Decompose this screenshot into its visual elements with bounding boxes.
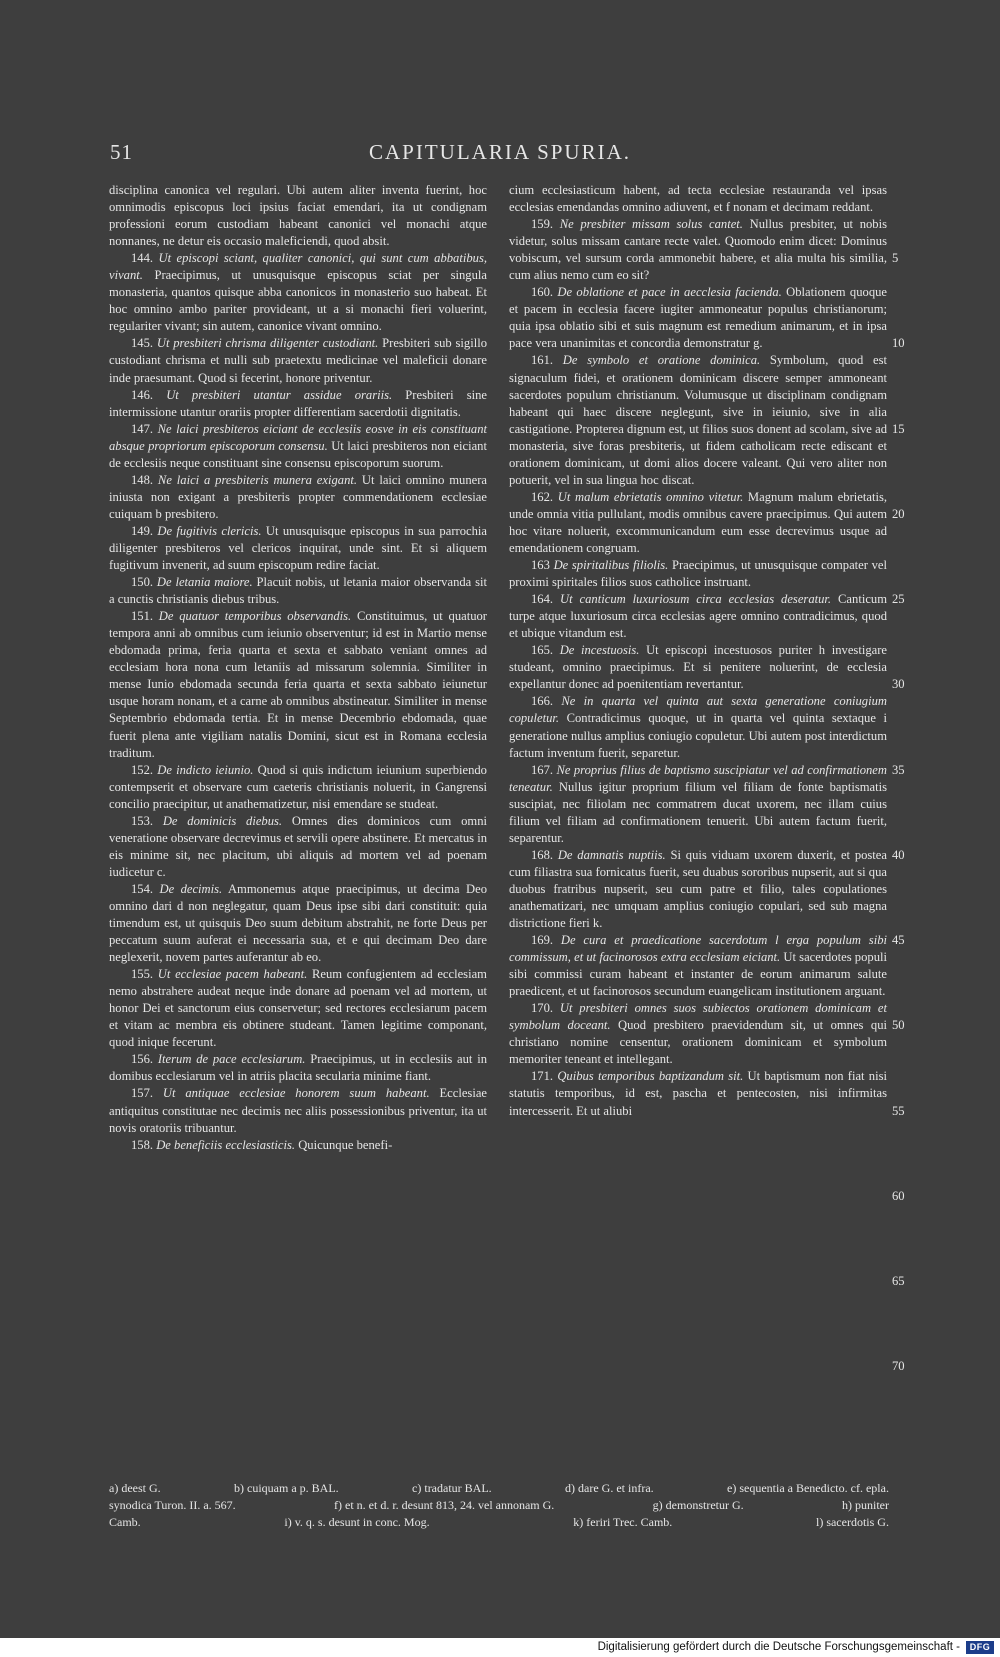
footnote: d) dare G. et infra. xyxy=(565,1481,654,1495)
capitulum-number: 163 xyxy=(531,558,550,573)
capitulum-paragraph xyxy=(509,352,887,488)
footnote: c) tradatur BAL. xyxy=(412,1481,492,1495)
capitulum-paragraph xyxy=(109,472,487,523)
capitulum-paragraph xyxy=(509,489,887,557)
capitulum-rubric: Ut ecclesiae pacem habeant. xyxy=(157,967,308,982)
capitulum-text: Si quis viduam uxorem duxerit, et postea cum filiastra sua fornicatus fuerit, seu duabus sororibus nupserit, aut si qua duobus fratribus nupserit, seu cum patre et filio, tales copulationes anathematizari, nec umquam amplius coniugio copulari, sed sub magna districtione fieri k. xyxy=(509,847,887,931)
capitulum-text: Quicunque benefi- xyxy=(298,1137,393,1152)
line-number: 45 xyxy=(892,933,905,948)
capitulum-paragraph xyxy=(109,421,487,472)
footnotes xyxy=(109,1480,889,1531)
capitulum-text: Quod presbitero praevidendum sit, ut omnes qui christiano nomine censentur, orationem dominicam et symbolum memoriter teneant et intellegant. xyxy=(509,1018,888,1067)
capitulum-text: Ammonemus atque praecipimus, ut decima Deo omnino dari d non neglegatur, quam Deus ipse sibi dari constituit: quia timendum est, ut quisquis Deo suum debitum abstrahit, ne forte Deus per peccatum suum auferat ei necessaria sua, et e qui decimam Deo dare neglexerit, novem partes auferantur ab eo. xyxy=(109,881,487,965)
capitulum-paragraph xyxy=(109,523,487,574)
capitulum-text: Presbiteri sub sigillo custodiant chrisma et nulli sub praetextu medicinae vel maleficii donare inde praesumant. Quod si fecerint, honore priventur. xyxy=(109,336,487,385)
capitulum-number: 148. xyxy=(131,472,154,487)
capitulum-number: 154. xyxy=(131,881,154,896)
capitulum-text: Ut baptismum non fiat nisi statutis temporibus, id est, pascha et pentecosten, nisi infirmitas intercesserit. Et ut aliubi xyxy=(509,1069,887,1118)
capitulum-number: 155. xyxy=(131,967,154,982)
capitulum-number: 162. xyxy=(531,489,554,504)
line-number: 50 xyxy=(892,1018,905,1033)
footnote: a) deest G. xyxy=(109,1481,161,1495)
right-column-opening: cium ecclesiasticum habent, ad tecta ecclesiae restauranda vel ipsas ecclesias emendandas omnino adiuvent, et f nonam et decimam reddant. xyxy=(509,183,887,215)
capitulum-number: 158. xyxy=(131,1137,154,1152)
footnote-row xyxy=(109,1514,889,1531)
capitulum-rubric: De letania maiore. xyxy=(156,575,253,590)
digitization-footer xyxy=(0,1638,1000,1657)
capitulum-text: Quod si quis indictum ieiunium superbiendo contempserit et observare cum caeteris christianis noluerit, in Gangrensi concilio praecipitur, ut anathematizetur, nisi emendare se studeat. xyxy=(109,762,487,811)
capitulum-paragraph xyxy=(509,693,887,761)
capitulum-number: 147. xyxy=(131,421,154,436)
capitulum-paragraph xyxy=(509,557,887,591)
capitulum-text: Symbolum, quod est signaculum fidei, et orationem dominicam discere semper ammoneant sacerdotes populum christianum. Volumusque ut disciplinam condignam habeant qui haec discere neglegunt, sive in ieiunio, sive in alia castigatione. Propterea dignum est, ut filios suos donent ad scolam, sive ad monasteria, sive foras presbiteris, ut fidem catholicam recte ediscant et orationem dominicam, ut domi alios docere valeant. Qui vero aliter non potuerit, vel in sua lingua hoc discat. xyxy=(509,353,887,487)
capitulum-rubric: Ut malum ebrietatis omnino vitetur. xyxy=(557,489,744,504)
capitulum-paragraph xyxy=(109,966,487,1051)
line-number: 55 xyxy=(892,1103,905,1118)
capitulum-paragraph xyxy=(509,762,887,847)
footnote: b) cuiquam a p. BAL. xyxy=(234,1481,339,1495)
capitulum-rubric: De symbolo et oratione dominica. xyxy=(562,353,761,368)
left-column-opening: disciplina canonica vel regulari. Ubi autem aliter inventa fuerint, hoc omnimodis episcopus loci ipsius faciat emendari, ita ut condignam professioni eorum custodiam habeant canonici vel monachi atque nonnanes, ne detur eis occasio maleficiendi, quod absit. xyxy=(109,183,487,249)
capitulum-rubric: De quatuor temporibus observandis. xyxy=(158,609,352,624)
capitulum-number: 149. xyxy=(131,523,154,538)
capitulum-rubric: Ut canticum luxuriosum circa ecclesias deseratur. xyxy=(560,592,832,607)
footnote: e) sequentia a Benedicto. cf. epla. xyxy=(727,1481,889,1495)
line-number: 40 xyxy=(892,847,905,862)
capitulum-rubric: De damnatis nuptiis. xyxy=(557,847,666,862)
right-column xyxy=(509,182,887,1120)
capitulum-paragraph xyxy=(109,1137,487,1154)
capitulum-text: Nullus igitur proprium filium vel filiam de fonte baptismatis suscipiat, nec filiolam nec commatrem ducat uxorem, nec illam cuius filium vel filiam ad confirmationem tenuerit. Ubi autem factum fuerit, separentur. xyxy=(509,779,887,845)
capitulum-rubric: Ne laici a presbiteris munera exigant. xyxy=(157,472,358,487)
capitulum-number: 144. xyxy=(131,251,154,266)
capitulum-number: 168. xyxy=(531,847,554,862)
footnote-row xyxy=(109,1497,889,1514)
line-number: 35 xyxy=(892,762,905,777)
line-number: 5 xyxy=(892,251,899,266)
capitulum-paragraph xyxy=(109,387,487,421)
capitulum-number: 156. xyxy=(131,1052,154,1067)
running-title: CAPITULARIA SPURIA. xyxy=(368,140,632,164)
capitulum-number: 161. xyxy=(531,353,554,368)
capitulum-number: 164. xyxy=(531,592,554,607)
capitulum-rubric: Ne proprius filius de baptismo suscipiatur vel ad confirmationem teneatur. xyxy=(509,762,887,794)
capitulum-rubric: Ne in quarta vel quinta aut sexta generatione coniugium copuletur. xyxy=(509,694,887,726)
capitulum-number: 159. xyxy=(531,217,554,232)
capitulum-paragraph xyxy=(509,216,887,284)
capitulum-paragraph xyxy=(109,1085,487,1136)
footnote: f) et n. et d. r. desunt 813, 24. vel annonam G. xyxy=(334,1498,555,1512)
capitulum-text: Praecipimus, ut unusquisque compater vel proximi spiritales filios suos catholice instruant. xyxy=(509,558,888,590)
line-number: 60 xyxy=(892,1188,905,1203)
capitulum-number: 169. xyxy=(531,933,554,948)
capitulum-text: Ut unusquisque episcopus in sua parrochia diligenter presbiteros vel clericos inquirat, unde sint. Et si aliquem fugitivum invenerit, ad suum episcopum redire faciat. xyxy=(109,523,487,573)
footnote: l) sacerdotis G. xyxy=(815,1515,889,1529)
capitulum-number: 151. xyxy=(131,609,154,624)
capitulum-text: Placuit nobis, ut letania maior observanda sit a cunctis christianis diebus tribus. xyxy=(109,575,487,607)
dfg-logo: DFG xyxy=(966,1641,994,1654)
capitulum-text: Constituimus, ut quatuor tempora anni ab omnibus cum ieiunio observentur; id est in Martio mense ebdomada prima, feria quarta et sexta et sabbato veniant omnes ad ecclesiam hora nona cum letaniis ad missarum solemnia. Similiter in mense Iunio ebdomada secunda feria quarta et sexta sabbato ieiunetur usque horam nonam, et a carne ab omnibus abstineatur. Similiter in mense Septembrio ebdomada tertia. Et in mense Decembrio ebdomada, quae fuerit plena ante vigiliam natalis Domini, sicut est in Romana ecclesia traditum. xyxy=(109,609,487,760)
footnote: k) feriri Trec. Camb. xyxy=(573,1515,673,1529)
line-number: 15 xyxy=(892,421,905,436)
capitulum-paragraph xyxy=(509,642,887,693)
capitulum-rubric: De cura et praedicatione sacerdotum l erga populum sibi commissum, et ut facinorosos extra ecclesiam eiciant. xyxy=(509,933,887,965)
capitulum-text: Oblationem quoque et pacem in ecclesia facere iugiter ammoneatur populus christianorum; quia ipsa oblatio sibi et suis magnum est remedium animarum, et in ipsa pace vera unanimitas et concordia demonstratur g. xyxy=(509,285,888,351)
capitulum-number: 170. xyxy=(531,1001,554,1016)
capitulum-rubric: De incestuosis. xyxy=(559,643,640,658)
capitulum-paragraph xyxy=(109,335,487,386)
footnote: g) demonstretur G. xyxy=(652,1498,744,1512)
capitulum-rubric: De spiritalibus filiolis. xyxy=(553,558,669,573)
page-number: 51 xyxy=(110,140,133,164)
capitulum-rubric: Ne presbiter missam solus cantet. xyxy=(559,217,743,232)
capitulum-paragraph xyxy=(109,813,487,881)
page-header xyxy=(110,140,890,170)
capitulum-text: Ut laici omnino munera iniusta non exigant a presbiteris propter commendationem ecclesiae cuiquam b presbitero. xyxy=(109,472,487,521)
footnote: h) puniter xyxy=(841,1498,889,1512)
capitulum-rubric: De fugitivis clericis. xyxy=(157,523,262,538)
capitulum-paragraph xyxy=(109,1051,487,1085)
capitulum-rubric: Ut presbiteri chrisma diligenter custodiant. xyxy=(156,336,379,351)
capitulum-paragraph xyxy=(509,591,887,642)
line-number: 20 xyxy=(892,506,905,521)
capitulum-paragraph xyxy=(509,847,887,932)
capitulum-paragraph xyxy=(109,881,487,966)
capitulum-rubric: Ut episcopi sciant, qualiter canonici, qui sunt cum abbatibus, vivant. xyxy=(109,251,487,283)
capitulum-rubric: De dominicis diebus. xyxy=(162,813,283,828)
capitulum-rubric: Ne laici presbiteros eiciant de ecclesiis eosve in eis constituant absque propriorum episcoporum consensu. xyxy=(109,421,487,453)
capitulum-rubric: De beneficiis ecclesiasticis. xyxy=(156,1137,296,1152)
capitulum-rubric: Quibus temporibus baptizandum sit. xyxy=(557,1069,744,1084)
line-number: 70 xyxy=(892,1359,905,1374)
capitulum-paragraph xyxy=(509,932,887,1000)
capitulum-text: Ecclesiae antiquitus constitutae nec decimis nec aliis possessionibus priventur, ita ut novis oratoriis tribuantur. xyxy=(109,1086,487,1135)
capitulum-rubric: De oblatione et pace in aecclesia facienda. xyxy=(557,285,782,300)
capitulum-rubric: De decimis. xyxy=(159,881,223,896)
capitulum-number: 167. xyxy=(531,762,554,777)
footnote: i) v. q. s. desunt in conc. Mog. xyxy=(284,1515,430,1529)
capitulum-text: Praecipimus, ut unusquisque episcopus sciat per singula monasteria, quantos quisque abba canonicos in monasterio suo habeat. Et hoc omnino ambo pariter provideant, ut a si monachi fieri voluerint, regulariter vivant; sin autem, canonice vivant omnino. xyxy=(109,268,487,334)
capitulum-rubric: De indicto ieiunio. xyxy=(157,762,254,777)
capitulum-text: Nullus presbiter, ut nobis videtur, solus missam cantare recte valet. Quomodo enim dicet: Dominus vobiscum, vel sursum corda ammonebit habere, et alia multa his similia, cum alius nemo cum eo sit? xyxy=(509,217,887,283)
capitulum-paragraph xyxy=(509,1000,887,1068)
capitulum-number: 171. xyxy=(531,1069,554,1084)
capitulum-text: Magnum malum ebrietatis, unde omnia vitia pullulant, modis omnibus cavere praecipimus. Qui autem hoc vitare noluerit, excommunicandum eum esse decrevimus usque ad emendationem congruam. xyxy=(509,489,887,555)
capitulum-number: 160. xyxy=(531,285,554,300)
capitulum-text: Canticum turpe atque luxuriosum circa ecclesias agere omnino contradicimus, quod et ubique vitandum est. xyxy=(509,592,887,641)
capitulum-text: Omnes dies dominicos cum omni veneratione observare decrevimus et servili opere abstinere. Et mercatus in eis minime sit, nec placitum, ubi aliquis ad mortem vel ad poenam iudicetur c. xyxy=(109,813,487,879)
capitulum-paragraph xyxy=(109,574,487,608)
capitulum-number: 152. xyxy=(131,762,154,777)
capitulum-number: 157. xyxy=(131,1086,154,1101)
capitulum-number: 150. xyxy=(131,575,154,590)
capitulum-number: 166. xyxy=(531,694,554,709)
footnote-row xyxy=(109,1480,889,1497)
line-number: 30 xyxy=(892,677,905,692)
capitulum-paragraph xyxy=(109,250,487,335)
capitulum-number: 153. xyxy=(131,813,154,828)
line-number: 25 xyxy=(892,592,905,607)
capitulum-paragraph xyxy=(509,284,887,352)
capitulum-text: Presbiteri sine intermissione utantur orariis propter differentiam sacerdotii dignitatis. xyxy=(109,387,487,419)
capitulum-text: Ut sacerdotes populi sibi commissi curam habeant et instanter de eorum animarum salute praedicent, et ut facinorosos secundum euangelicam institutionem arguant. xyxy=(509,950,887,999)
line-number: 65 xyxy=(892,1274,905,1289)
capitulum-number: 165. xyxy=(531,643,554,658)
capitulum-number: 146. xyxy=(131,387,154,402)
capitulum-text: Ut laici presbiteros non eiciant de ecclesiis neque constituant sine consensu episcoporum suorum. xyxy=(109,438,487,470)
capitulum-paragraph xyxy=(109,762,487,813)
capitulum-text: Contradicimus quoque, ut in quarta vel quinta sextaque i generatione nullus amplius coniugio copuletur. Ubi autem post interdictum factum inventum fuerit, separetur. xyxy=(509,711,888,760)
capitulum-text: Ut episcopi incestuosos puriter h investigare studeant, omnino praecipimus. Et si penitere noluerint, de ecclesia expellantur donec ad poenitentiam revertantur. xyxy=(509,643,887,692)
footnote: Camb. xyxy=(109,1515,141,1529)
capitulum-rubric: Iterum de pace ecclesiarum. xyxy=(157,1052,306,1067)
capitulum-number: 145. xyxy=(131,336,154,351)
footnote: synodica Turon. II. a. 567. xyxy=(109,1498,236,1512)
footer-credit: Digitalisierung gefördert durch die Deutsche Forschungsgemeinschaft - xyxy=(597,1641,960,1653)
capitulum-rubric: Ut antiquae ecclesiae honorem suum habeant. xyxy=(162,1086,430,1101)
capitulum-text: Reum confugientem ad ecclesiam nemo abstrahere audeat neque inde donare ad poenam vel ad mortem, ut honor Dei et sanctorum eius conservetur; sed rectores ecclesiarum pacem et vitam ac membra eis obtinere studeant. Tamen legitime componant, quod inique fecerunt. xyxy=(109,967,487,1050)
capitulum-rubric: Ut presbiteri utantur assidue orariis. xyxy=(166,387,393,402)
capitulum-rubric: Ut presbiteri omnes suos subiectos orationem dominicam et symbolum doceant. xyxy=(509,1001,887,1033)
capitulum-paragraph xyxy=(509,1068,887,1119)
capitulum-text: Praecipimus, ut in ecclesiis aut in domibus ecclesiarum vel in atriis placita secularia minime fiant. xyxy=(109,1052,487,1084)
left-column xyxy=(109,182,487,1154)
capitulum-paragraph xyxy=(109,608,487,761)
line-number: 10 xyxy=(892,336,905,351)
